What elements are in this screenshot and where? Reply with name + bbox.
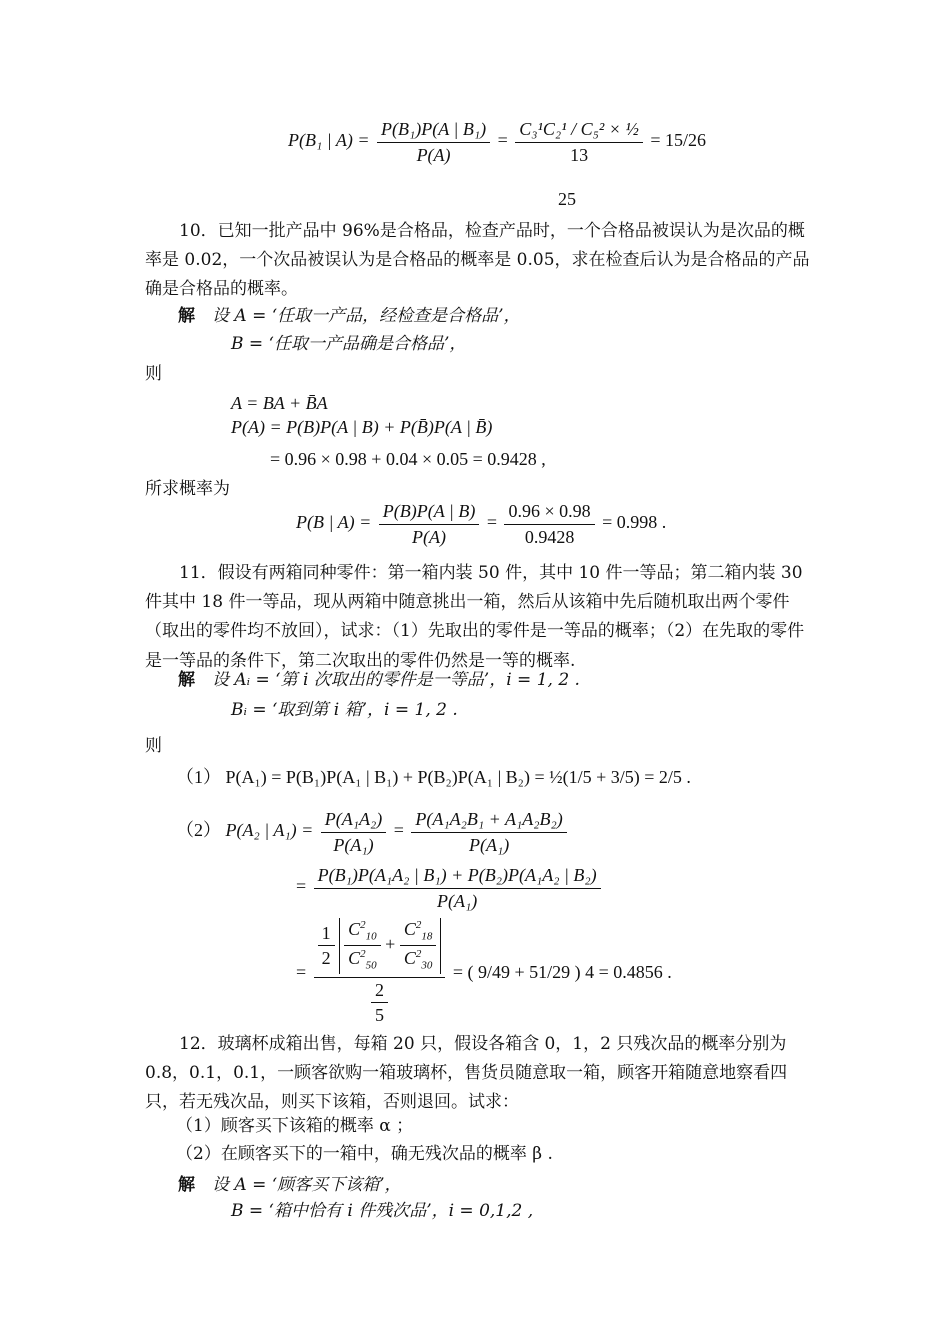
p12-q1: （1）顾客买下该箱的概率 α ；	[176, 1116, 414, 1136]
top-equation: P(B₁ | A) = $\frac{\text{P(B₁)P(A | B₁)}}{P(A)}$ = $\frac{\text{C₃¹C₂¹ / C₅² × ½}}{13}$ = 15/26	[288, 119, 707, 165]
p10-final-fraction-2: $\frac{0.96 \times 0.98}{0.9428}$	[504, 500, 594, 548]
top-eq-fraction-2: $\frac{\text{C₃¹C₂¹ / C₅² × ½}}{13}$	[515, 118, 643, 166]
p11-q2-label: （2）	[176, 820, 221, 841]
p12-solution-label: 解	[178, 1175, 195, 1195]
p11-q2-equation: （2） P(A₂ | A₁) = $\frac{\text{P(A₁A₂)}}{\text{P(A₁)}}$ = $\frac{\text{P(A₁A₂B₁ + A₁A₂B₂)}}{\text{P(A₁)}}$	[176, 808, 570, 856]
p11-q2-fraction-1: $\frac{\text{P(A₁A₂)}}{\text{P(A₁)}}$	[321, 808, 387, 856]
p10-final-result: = 0.998 .	[602, 512, 667, 533]
p10-final-equation: P(B | A) = $\frac{P(B)P(A | B)}{P(A)}$ = $\frac{0.96 \times 0.98}{0.9428}$ = 0.998 .	[296, 501, 667, 547]
p12-q2: （2）在顾客买下的一箱中，确无残次品的概率 β .	[176, 1144, 553, 1164]
p11-q2-line3-result: = ( 9/49 + 51/29 ) 4 = 0.4856 .	[452, 962, 672, 983]
p10-then: 则	[145, 364, 162, 384]
p10-seek: 所求概率为	[145, 479, 230, 499]
p11-q2-nested-fraction: $\frac{1}{2}$ $\frac{C^2_{10}}{C^2_{50}}$ + $\frac{C^2_{18}}{C^2_{30}}$ $\frac{2}{5}$	[314, 918, 446, 1027]
p10-solution-label: 解	[178, 306, 195, 326]
top-eq-den-25: 25	[558, 189, 576, 209]
p11-q2-fraction-2: $\frac{\text{P(A₁A₂B₁ + A₁A₂B₂)}}{\text{P(A₁)}}$	[411, 808, 566, 856]
p10-final-lhs: P(B | A) =	[296, 512, 372, 533]
p10-eq1: A = BA + B̄A	[231, 393, 328, 413]
p10-def-b: B = ‘任取一产品确是合格品’，	[231, 334, 467, 354]
p11-then: 则	[145, 736, 162, 756]
p10-eq2: P(A) = P(B)P(A | B) + P(B̄)P(A | B̄)	[231, 417, 493, 437]
p11-q1-equation: （1） P(A₁) = P(B₁)P(A₁ | B₁) + P(B₂)P(A₁ | B₂) = ½(1/5 + 3/5) = 2/5 .	[176, 767, 691, 787]
top-eq-lhs: P(B₁ | A) =	[288, 130, 370, 151]
p11-q2-lhs: P(A₂ | A₁) =	[225, 820, 314, 841]
p11-q2-line2: = $\frac{\text{P(B₁)P(A₁A₂ | B₁) + P(B₂)P(A₁A₂ | B₂)}}{\text{P(A₁)}}$	[296, 864, 604, 912]
p12-def-a: 设 A = ‘顾客买下该箱’，	[212, 1175, 402, 1195]
p11-def-b: Bᵢ = ‘取到第 i 箱’，i = 1, 2 .	[231, 700, 458, 720]
top-eq-result: = 15/26	[650, 130, 707, 151]
p12-def-b: B = ‘箱中恰有 i 件残次品’，i = 0,1,2 ,	[231, 1201, 534, 1221]
p10-def-a: 设 A = ‘任取一产品，经检查是合格品’，	[212, 306, 521, 326]
p10-eq3: = 0.96 × 0.98 + 0.04 × 0.05 = 0.9428 ,	[270, 449, 546, 469]
top-eq-fraction-1: $\frac{\text{P(B₁)P(A | B₁)}}{P(A)}$	[377, 118, 490, 166]
p11-q2-line3: = $\frac{1}{2}$ $\frac{C^2_{10}}{C^2_{50}}$ + $\frac{C^2_{18}}{C^2_{30}}$ $\frac{2}{5}$ = ( 9/49 + 51/29 ) 4 = 0.4856 .	[296, 919, 672, 1026]
problem-12-text: 12．玻璃杯成箱出售，每箱 20 只，假设各箱含 0，1，2 只残次品的概率分别为 0.8，0.1，0.1，一顾客欲购一箱玻璃杯，售货员随意取一箱，顾客开箱随意地察看四只，若无残次品，则买下该箱，否则退回。试求：	[145, 1034, 788, 1113]
problem-11-text: 11．假设有两箱同种零件：第一箱内装 50 件，其中 10 件一等品；第二箱内装 30 件其中 18 件一等品，现从两箱中随意挑出一箱，然后从该箱中先后随机取出两个零件（取出的零件均不放回），试求：（1）先取出的零件是一等品的概率；（2）在先取的零件是一等品的条件下，第二次取出的零件仍然是一等的概率.	[145, 563, 805, 671]
p11-solution-label: 解	[178, 670, 195, 690]
p11-q2-line2-fraction: $\frac{\text{P(B₁)P(A₁A₂ | B₁) + P(B₂)P(A₁A₂ | B₂)}}{\text{P(A₁)}}$	[314, 864, 601, 912]
p11-def-a: 设 Aᵢ = ‘第 i 次取出的零件是一等品’，i = 1, 2 .	[212, 670, 580, 690]
p10-final-fraction-1: $\frac{P(B)P(A | B)}{P(A)}$	[379, 500, 480, 548]
problem-10-text: 10．已知一批产品中 96%是合格品，检查产品时，一个合格品被误认为是次品的概率是 0.02，一个次品被误认为是合格品的概率是 0.05，求在检查后认为是合格品的产品确是合格品的概率。	[145, 221, 810, 300]
